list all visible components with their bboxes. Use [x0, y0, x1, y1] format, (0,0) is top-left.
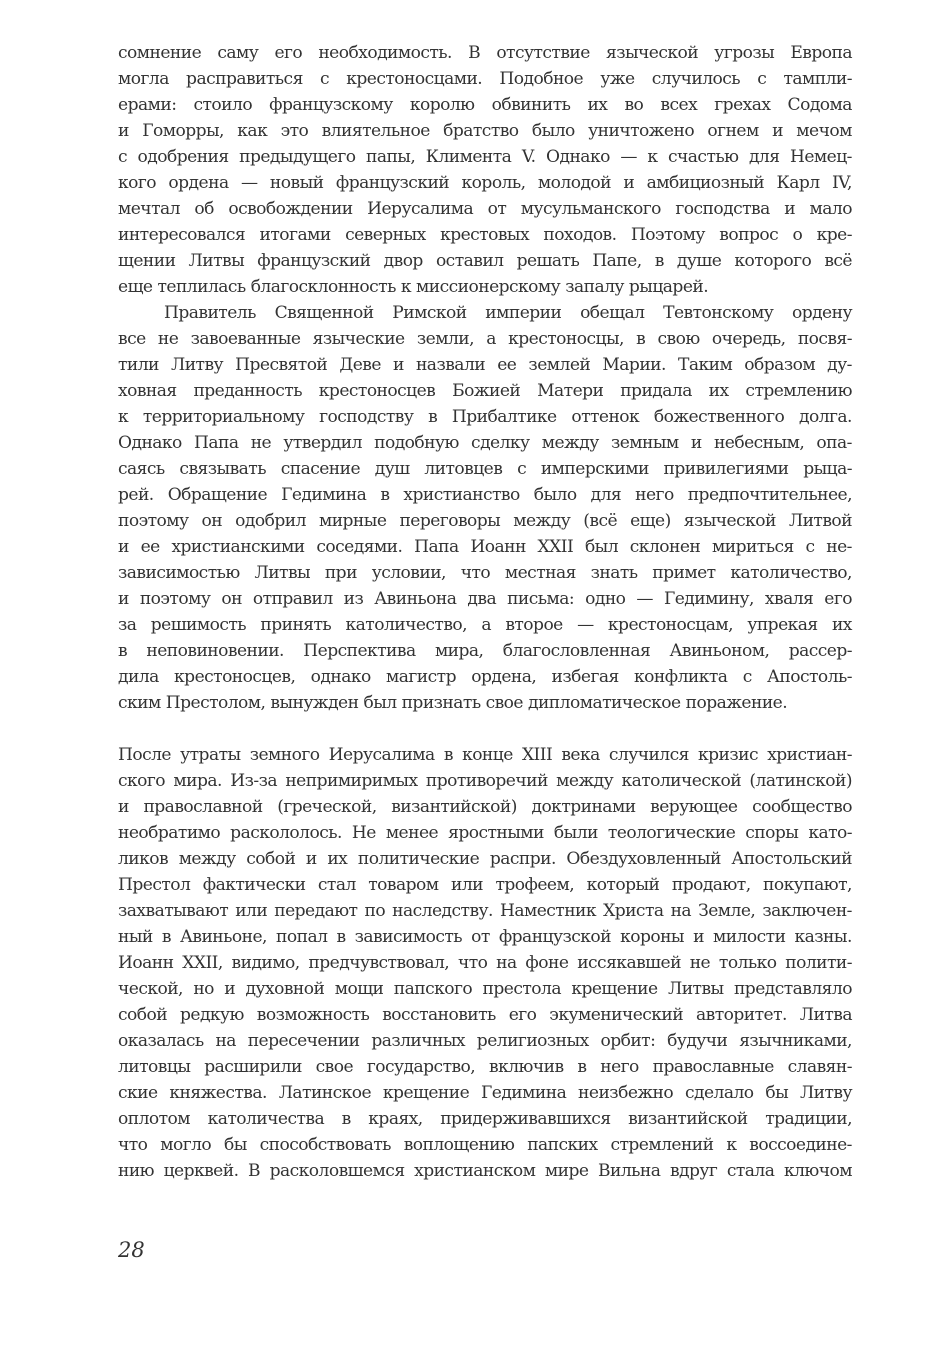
text-line: Престол фактически стал товаром или трофеем, который продают, покупают, — [118, 875, 852, 895]
text-line: поэтому он одобрил мирные переговоры между (всё еще) языческой Литвой — [118, 511, 852, 531]
text-line: саясь связывать спасение душ литовцев с имперскими привилегиями рыца- — [118, 459, 852, 479]
text-line: ческой, но и духовной мощи папского престола крещение Литвы представляло — [118, 979, 852, 999]
text-line: Однако Папа не утвердил подобную сделку между земным и небесным, опа- — [118, 433, 852, 453]
text-line: ские княжества. Латинское крещение Гедимина неизбежно сделало бы Литву — [118, 1083, 852, 1103]
text-line: с одобрения предыдущего папы, Климента V. Однако — к счастью для Немец- — [118, 147, 852, 167]
text-line: все не завоеванные языческие земли, а крестоносцы, в свою очередь, посвя- — [118, 329, 852, 349]
text-line: ерами: стоило французскому королю обвинить их во всех грехах Содома — [118, 95, 852, 115]
text-line: нию церквей. В расколовшемся христианском мире Вильна вдруг стала ключом — [118, 1161, 852, 1181]
page-body — [118, 40, 852, 1340]
text-line: рей. Обращение Гедимина в христианство было для него предпочтительнее, — [118, 485, 852, 505]
text-line: что могло бы способствовать воплощению папских стремлений к воссоедине- — [118, 1135, 852, 1155]
text-line: мечтал об освобождении Иерусалима от мусульманского господства и мало — [118, 199, 852, 219]
text-line: дила крестоносцев, однако магистр ордена, избегая конфликта с Апостоль- — [118, 667, 852, 687]
text-line: оплотом католичества в краях, придерживавшихся византийской традиции, — [118, 1109, 852, 1129]
text-line: и православной (греческой, византийской) доктринами верующее сообщество — [118, 797, 852, 817]
text-line: Иоанн XXII, видимо, предчувствовал, что на фоне иссякавшей не только полити- — [118, 953, 852, 973]
text-line: ским Престолом, вынужден был признать свое дипломатическое поражение. — [118, 693, 788, 713]
paragraph — [118, 40, 852, 300]
text-line: литовцы расширили свое государство, включив в него православные славян- — [118, 1057, 852, 1077]
section-break — [118, 716, 852, 742]
text-line: кого ордена — новый французский король, молодой и амбициозный Карл IV, — [118, 173, 852, 193]
text-line: необратимо раскололось. Не менее яростными были теологические споры като- — [118, 823, 852, 843]
text-line: тили Литву Пресвятой Деве и назвали ее землей Марии. Таким образом ду- — [118, 355, 852, 375]
text-line: интересовался итогами северных крестовых походов. Поэтому вопрос о кре- — [118, 225, 852, 245]
text-line: Правитель Священной Римской империи обещал Тевтонскому ордену — [164, 303, 852, 323]
text-line: щении Литвы французский двор оставил решать Папе, в душе которого всё — [118, 251, 852, 271]
page-number: 28 — [118, 1238, 145, 1262]
text-line: в неповиновении. Перспектива мира, благословленная Авиньоном, рассер- — [118, 641, 852, 661]
text-line: к территориальному господству в Прибалтике оттенок божественного долга. — [118, 407, 852, 427]
text-line: еще теплилась благосклонность к миссионерскому запалу рыцарей. — [118, 277, 709, 297]
paragraph — [118, 300, 852, 716]
text-line: сомнение саму его необходимость. В отсутствие языческой угрозы Европа — [118, 43, 852, 63]
text-line: ховная преданность крестоносцев Божией Матери придала их стремлению — [118, 381, 852, 401]
text-line: ный в Авиньоне, попал в зависимость от французской короны и милости казны. — [118, 927, 852, 947]
text-line: ликов между собой и их политические распри. Обездуховленный Апостольский — [118, 849, 852, 869]
text-line: и поэтому он отправил из Авиньона два письма: одно — Гедимину, хваля его — [118, 589, 852, 609]
text-line: и Гоморры, как это влиятельное братство было уничтожено огнем и мечом — [118, 121, 852, 141]
text-line: за решимость принять католичество, а второе — крестоносцам, упрекая их — [118, 615, 852, 635]
text-line: оказалась на пересечении различных религиозных орбит: будучи язычниками, — [118, 1031, 852, 1051]
paragraph — [118, 742, 852, 1184]
text-line: собой редкую возможность восстановить его экуменический авторитет. Литва — [118, 1005, 852, 1025]
text-line: После утраты земного Иерусалима в конце XIII века случился кризис христиан- — [118, 745, 852, 765]
text-line: ского мира. Из-за непримиримых противоречий между католической (латинской) — [118, 771, 852, 791]
text-line: и ее христианскими соседями. Папа Иоанн XXII был склонен мириться с не- — [118, 537, 852, 557]
text-line: могла расправиться с крестоносцами. Подобное уже случилось с тампли- — [118, 69, 852, 89]
text-line: зависимостью Литвы при условии, что местная знать примет католичество, — [118, 563, 852, 583]
text-line: захватывают или передают по наследству. Наместник Христа на Земле, заключен- — [118, 901, 852, 921]
